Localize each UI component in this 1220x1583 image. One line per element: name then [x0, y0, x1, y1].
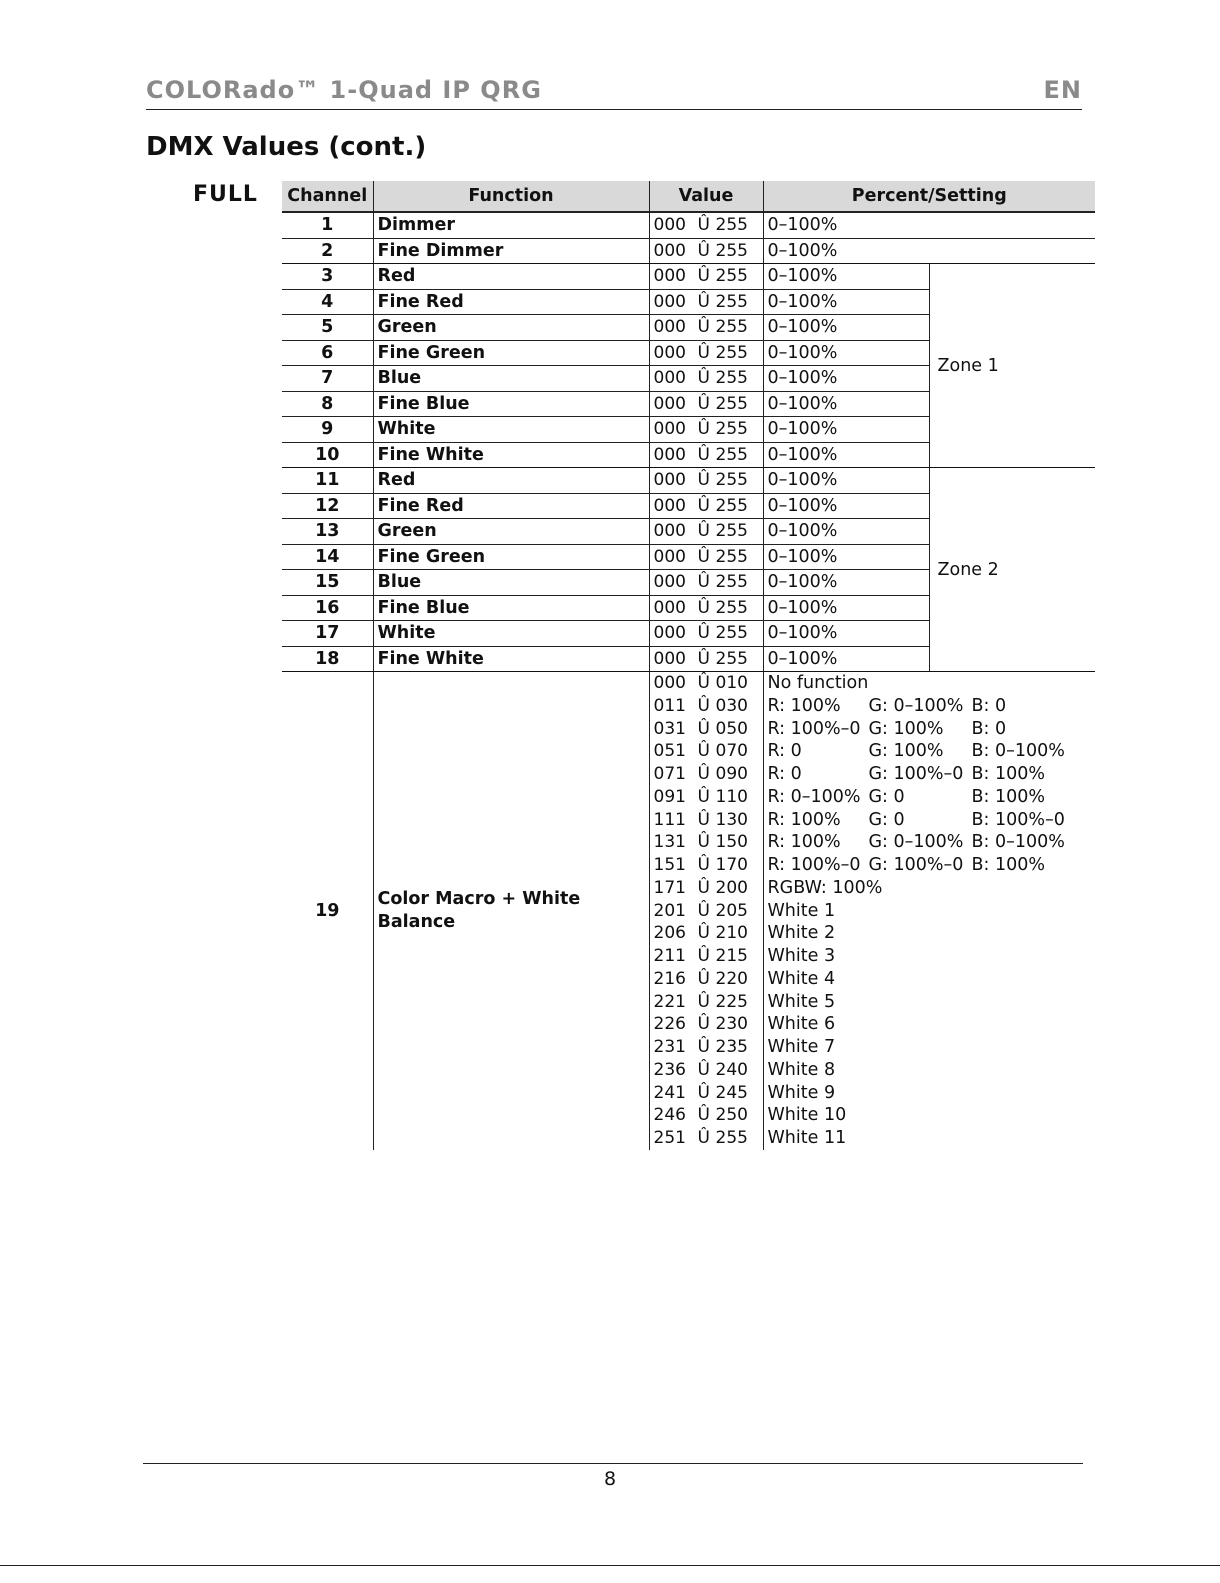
channel-number: 7 [282, 366, 373, 392]
value-low: 201 [653, 900, 686, 921]
value-high: 255 [715, 215, 748, 236]
value-separator: Û [697, 623, 710, 644]
function-name: Red [373, 264, 649, 290]
value-range [654, 1082, 763, 1105]
blue-level: B: 0 [971, 718, 1007, 739]
percent-setting: 0–100% [763, 519, 929, 545]
channel-number: 10 [282, 442, 373, 468]
table-row [282, 212, 1095, 238]
percent-setting: 0–100% [763, 570, 929, 596]
channel-number: 4 [282, 289, 373, 315]
value-range [649, 264, 763, 290]
red-level: R: 0 [767, 764, 802, 784]
green-level: G: 100%–0 [868, 764, 964, 784]
blue-level: B: 0–100% [971, 741, 1065, 762]
value-range [654, 740, 763, 763]
value-low: 071 [653, 764, 686, 784]
percent-setting: 0–100% [763, 493, 929, 519]
value-separator: Û [697, 1105, 710, 1126]
header-value: Value [649, 181, 763, 212]
table-row [282, 238, 1095, 264]
value-low: 000 [653, 546, 686, 567]
value-range [649, 340, 763, 366]
percent-setting: 0–100% [763, 315, 929, 341]
green-level: G: 0 [868, 809, 905, 830]
value-high: 200 [715, 877, 748, 898]
red-level: R: 100% [767, 832, 841, 853]
value-high: 245 [715, 1082, 748, 1103]
value-range [654, 922, 763, 945]
value-range [654, 1036, 763, 1059]
value-range [649, 493, 763, 519]
function-name: Fine Blue [373, 595, 649, 621]
value-range [654, 991, 763, 1014]
green-level: G: 100% [868, 741, 944, 762]
value-high: 070 [715, 741, 748, 762]
setting-text [768, 718, 1096, 741]
value-low: 251 [653, 1128, 686, 1148]
value-low: 226 [653, 1014, 686, 1035]
value-low: 000 [653, 240, 686, 261]
channel-number: 15 [282, 570, 373, 596]
value-low: 000 [653, 648, 686, 669]
value-range [649, 468, 763, 494]
percent-setting: 0–100% [763, 264, 929, 290]
value-separator: Û [697, 342, 710, 363]
value-separator: Û [697, 470, 710, 491]
value-separator: Û [697, 1128, 710, 1148]
setting-text: No function [767, 673, 869, 693]
table-header-row [282, 181, 1095, 212]
value-separator: Û [697, 695, 710, 716]
zone-label: Zone 2 [929, 468, 1095, 672]
value-separator: Û [697, 444, 710, 465]
value-range [649, 519, 763, 545]
value-separator: Û [697, 546, 710, 567]
blue-level: B: 100% [971, 764, 1045, 784]
section-title: DMX Values (cont.) [146, 132, 427, 162]
channel-number: 1 [282, 212, 373, 238]
function-name: Blue [373, 570, 649, 596]
value-high: 220 [715, 968, 748, 989]
value-range [654, 945, 763, 968]
blue-level: B: 100%–0 [971, 809, 1065, 830]
value-separator: Û [697, 855, 710, 875]
value-separator: Û [697, 1014, 710, 1035]
setting-text: White 5 [767, 991, 836, 1012]
function-name: Fine White [373, 646, 649, 672]
value-separator: Û [697, 572, 710, 593]
function-name: Fine Blue [373, 391, 649, 417]
percent-setting: 0–100% [763, 238, 1095, 264]
value-low: 000 [653, 419, 686, 440]
value-high: 255 [715, 597, 748, 618]
value-range [654, 695, 763, 718]
value-low: 241 [653, 1082, 686, 1103]
value-range [654, 831, 763, 854]
value-high: 030 [715, 695, 748, 716]
value-separator: Û [697, 809, 710, 830]
function-name: Green [373, 315, 649, 341]
function-name: Fine White [373, 442, 649, 468]
channel-number: 2 [282, 238, 373, 264]
mode-label: FULL [193, 182, 258, 207]
green-level: G: 100%–0 [868, 855, 964, 875]
value-range [654, 1013, 763, 1036]
value-high: 255 [715, 521, 748, 542]
value-high: 255 [715, 317, 748, 338]
channel-number: 3 [282, 264, 373, 290]
value-separator: Û [697, 877, 710, 898]
percent-setting: 0–100% [763, 366, 929, 392]
value-low: 000 [653, 521, 686, 542]
value-low: 211 [653, 946, 686, 966]
value-low: 000 [653, 393, 686, 414]
value-low: 000 [653, 572, 686, 593]
value-low: 051 [653, 741, 686, 762]
red-level: R: 100% [767, 695, 841, 716]
value-range [654, 1104, 763, 1127]
value-range [649, 366, 763, 392]
value-low: 131 [653, 832, 686, 853]
value-separator: Û [697, 741, 710, 762]
red-level: R: 100%–0 [767, 718, 861, 739]
page-number: 8 [603, 1468, 617, 1490]
channel-number: 13 [282, 519, 373, 545]
value-separator: Û [697, 597, 710, 618]
value-high: 255 [715, 546, 748, 567]
percent-setting: 0–100% [763, 442, 929, 468]
setting-text [768, 740, 1096, 763]
channel-number: 11 [282, 468, 373, 494]
table-row [282, 264, 1095, 290]
value-range [654, 968, 763, 991]
blue-level: B: 0 [971, 695, 1007, 716]
value-high: 130 [715, 809, 748, 830]
value-high: 255 [715, 572, 748, 593]
page-header [146, 76, 1082, 110]
value-separator: Û [697, 900, 710, 921]
footer-divider [143, 1463, 1083, 1464]
function-name: Blue [373, 366, 649, 392]
value-low: 011 [653, 695, 686, 716]
function-name: Fine Red [373, 289, 649, 315]
value-range [649, 646, 763, 672]
channel-number: 9 [282, 417, 373, 443]
language-code: EN [1043, 76, 1082, 104]
value-separator: Û [697, 832, 710, 853]
value-range [654, 1127, 763, 1150]
value-separator: Û [697, 521, 710, 542]
value-range [649, 417, 763, 443]
setting-text [768, 763, 1096, 786]
setting-text: White 10 [767, 1105, 847, 1126]
value-separator: Û [697, 215, 710, 236]
value-low: 236 [653, 1059, 686, 1080]
value-separator: Û [697, 495, 710, 516]
percent-setting: 0–100% [763, 417, 929, 443]
setting-text [768, 854, 1096, 877]
value-high: 240 [715, 1059, 748, 1080]
value-range [654, 854, 763, 877]
value-low: 000 [653, 623, 686, 644]
value-low: 000 [653, 673, 686, 693]
value-low: 000 [653, 597, 686, 618]
function-name: Red [373, 468, 649, 494]
channel-number: 14 [282, 544, 373, 570]
value-separator: Û [697, 923, 710, 944]
percent-setting: 0–100% [763, 621, 929, 647]
blue-level: B: 0–100% [971, 832, 1065, 853]
value-range [649, 212, 763, 238]
green-level: G: 0 [868, 786, 905, 807]
channel-number: 6 [282, 340, 373, 366]
function-name: Fine Red [373, 493, 649, 519]
document-title: COLORado™ 1-Quad IP QRG [146, 76, 542, 104]
value-separator: Û [697, 291, 710, 312]
green-level: G: 100% [868, 718, 944, 739]
blue-level: B: 100% [971, 786, 1045, 807]
value-low: 000 [653, 495, 686, 516]
red-level: R: 100% [767, 809, 841, 830]
percent-setting: 0–100% [763, 595, 929, 621]
setting-list [763, 672, 1095, 1150]
value-high: 205 [715, 900, 748, 921]
function-name: Color Macro + White Balance [373, 672, 649, 1150]
value-high: 225 [715, 991, 748, 1012]
setting-text [768, 831, 1096, 854]
value-high: 255 [715, 240, 748, 261]
channel-number: 5 [282, 315, 373, 341]
value-high: 255 [715, 342, 748, 363]
value-separator: Û [697, 1037, 710, 1057]
value-high: 255 [715, 368, 748, 389]
value-low: 000 [653, 317, 686, 338]
value-range [649, 621, 763, 647]
value-high: 150 [715, 832, 748, 853]
value-high: 255 [715, 470, 748, 491]
setting-text: White 9 [767, 1082, 836, 1103]
value-low: 231 [653, 1037, 686, 1057]
value-range [649, 570, 763, 596]
value-high: 210 [715, 923, 748, 944]
setting-text: White 1 [767, 900, 836, 921]
channel-number: 16 [282, 595, 373, 621]
percent-setting: 0–100% [763, 544, 929, 570]
setting-text [768, 695, 1096, 718]
value-low: 171 [653, 877, 686, 898]
value-high: 255 [715, 648, 748, 669]
percent-setting: 0–100% [763, 212, 1095, 238]
value-high: 255 [715, 291, 748, 312]
value-range [649, 442, 763, 468]
value-high: 230 [715, 1014, 748, 1035]
value-high: 090 [715, 764, 748, 784]
value-separator: Û [697, 266, 710, 287]
value-range [654, 786, 763, 809]
setting-text: White 4 [767, 968, 836, 989]
value-range [654, 900, 763, 923]
value-high: 255 [715, 419, 748, 440]
channel-number: 18 [282, 646, 373, 672]
value-low: 216 [653, 968, 686, 989]
channel-number: 12 [282, 493, 373, 519]
value-range [649, 544, 763, 570]
setting-text: White 7 [767, 1037, 836, 1057]
function-name: Dimmer [373, 212, 649, 238]
value-high: 110 [715, 786, 748, 807]
value-separator: Û [697, 419, 710, 440]
value-low: 221 [653, 991, 686, 1012]
setting-text [768, 786, 1096, 809]
value-range [649, 595, 763, 621]
value-high: 050 [715, 718, 748, 739]
value-separator: Û [697, 393, 710, 414]
zone-label: Zone 1 [929, 264, 1095, 468]
value-high: 255 [715, 266, 748, 287]
value-separator: Û [697, 991, 710, 1012]
value-low: 000 [653, 444, 686, 465]
value-range [654, 672, 763, 695]
dmx-values-table [282, 181, 1095, 1150]
value-low: 246 [653, 1105, 686, 1126]
value-high: 255 [715, 393, 748, 414]
percent-setting: 0–100% [763, 289, 929, 315]
value-low: 206 [653, 923, 686, 944]
value-high: 255 [715, 495, 748, 516]
function-name: White [373, 621, 649, 647]
setting-text: White 8 [767, 1059, 836, 1080]
value-low: 151 [653, 855, 686, 875]
value-range [654, 877, 763, 900]
value-low: 000 [653, 368, 686, 389]
channel-number: 17 [282, 621, 373, 647]
value-range [654, 763, 763, 786]
header-channel: Channel [282, 181, 373, 212]
value-separator: Û [697, 648, 710, 669]
value-separator: Û [697, 786, 710, 807]
value-separator: Û [697, 968, 710, 989]
percent-setting: 0–100% [763, 340, 929, 366]
value-low: 091 [653, 786, 686, 807]
setting-text: White 6 [767, 1014, 836, 1035]
value-high: 255 [715, 444, 748, 465]
value-separator: Û [697, 240, 710, 261]
value-high: 010 [715, 673, 748, 693]
table-row [282, 468, 1095, 494]
red-level: R: 0 [767, 741, 802, 762]
value-high: 215 [715, 946, 748, 966]
value-high: 170 [715, 855, 748, 875]
value-high: 255 [715, 1128, 748, 1148]
setting-text: White 2 [767, 923, 836, 944]
setting-text [768, 809, 1096, 832]
value-low: 000 [653, 470, 686, 491]
value-high: 250 [715, 1105, 748, 1126]
percent-setting: 0–100% [763, 391, 929, 417]
value-separator: Û [697, 368, 710, 389]
channel-number: 8 [282, 391, 373, 417]
page-bottom-border [0, 1565, 1220, 1566]
red-level: R: 100%–0 [767, 855, 861, 875]
value-low: 111 [653, 809, 686, 830]
function-name: Fine Dimmer [373, 238, 649, 264]
value-separator: Û [697, 1059, 710, 1080]
red-level: R: 0–100% [767, 786, 861, 807]
value-separator: Û [697, 718, 710, 739]
blue-level: B: 100% [971, 855, 1045, 875]
header-percent-setting: Percent/Setting [763, 181, 1095, 212]
function-name: Green [373, 519, 649, 545]
value-high: 235 [715, 1037, 748, 1057]
table-body [282, 212, 1095, 1150]
value-range [649, 238, 763, 264]
value-low: 000 [653, 215, 686, 236]
function-name: White [373, 417, 649, 443]
setting-text: RGBW: 100% [767, 877, 883, 898]
green-level: G: 0–100% [868, 695, 964, 716]
value-range [649, 391, 763, 417]
value-separator: Û [697, 1082, 710, 1103]
value-range [649, 289, 763, 315]
value-range [654, 809, 763, 832]
table-row-color-macro [282, 672, 1095, 1150]
value-low: 000 [653, 342, 686, 363]
value-high: 255 [715, 623, 748, 644]
value-range [654, 1059, 763, 1082]
value-separator: Û [697, 317, 710, 338]
header-function: Function [373, 181, 649, 212]
setting-text: White 3 [767, 946, 836, 966]
value-separator: Û [697, 946, 710, 966]
value-separator: Û [697, 764, 710, 784]
function-name: Fine Green [373, 340, 649, 366]
percent-setting: 0–100% [763, 646, 929, 672]
value-range [654, 718, 763, 741]
value-separator: Û [697, 673, 710, 693]
value-range [649, 315, 763, 341]
setting-text: White 11 [767, 1128, 847, 1148]
value-low: 031 [653, 718, 686, 739]
value-low: 000 [653, 291, 686, 312]
channel-number: 19 [315, 900, 340, 921]
function-name: Fine Green [373, 544, 649, 570]
value-range-list [649, 672, 763, 1150]
value-low: 000 [653, 266, 686, 287]
percent-setting: 0–100% [763, 468, 929, 494]
green-level: G: 0–100% [868, 832, 964, 853]
